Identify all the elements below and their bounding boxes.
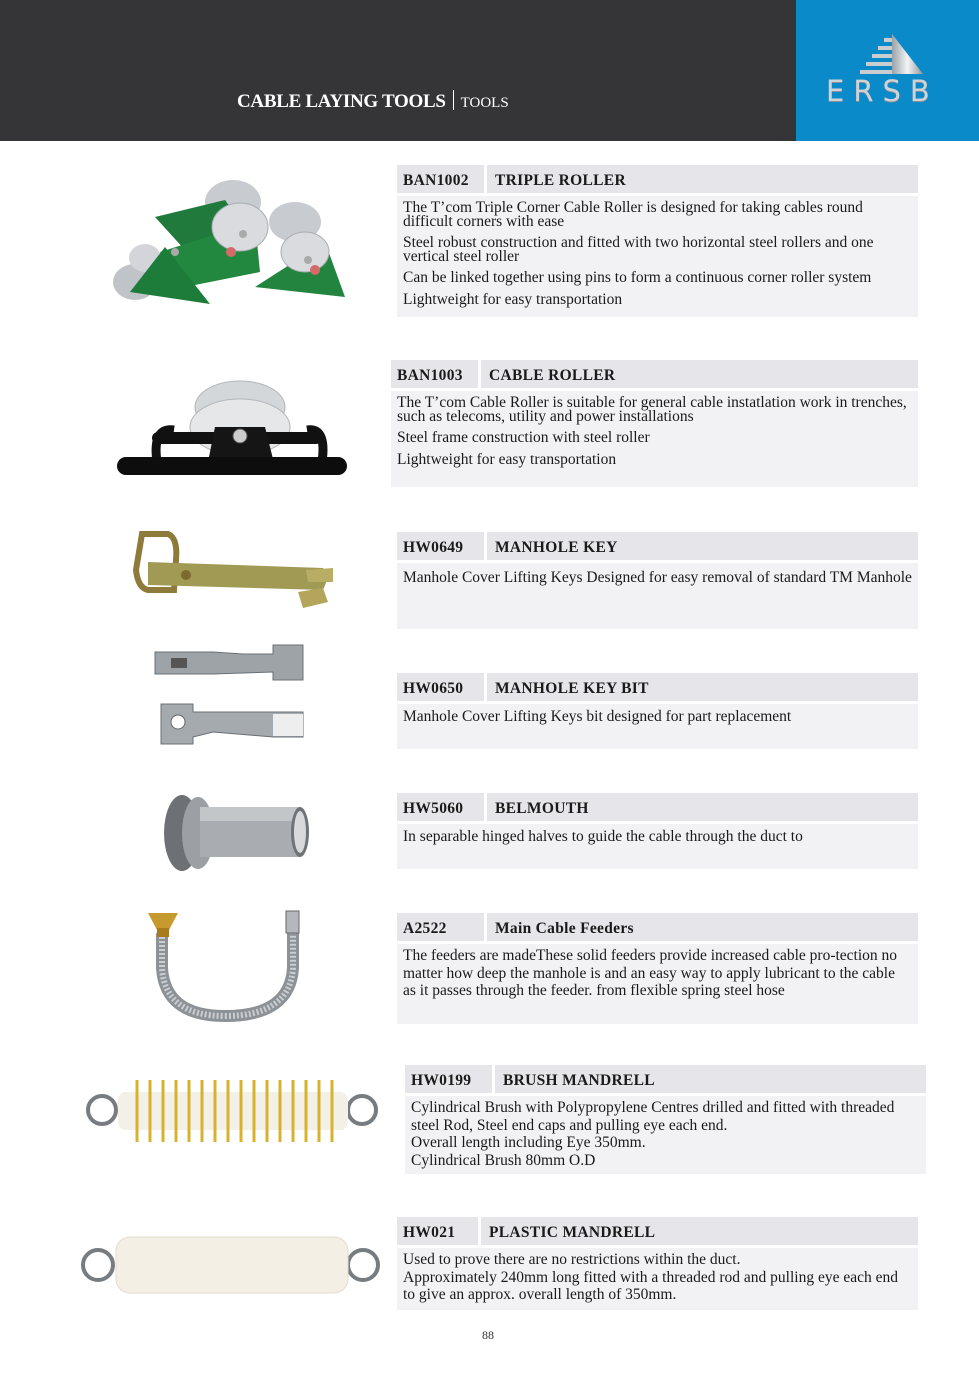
triple-roller-image [105, 172, 370, 307]
belmouth-image [160, 793, 310, 873]
product-header [397, 1217, 918, 1248]
product-name: TRIPLE ROLLER [495, 172, 626, 189]
description-line: Overall length including Eye 350mm. [411, 1134, 646, 1151]
product-name: MANHOLE KEY BIT [495, 680, 649, 697]
product-header [397, 793, 918, 824]
product-description [397, 824, 918, 869]
description-line: The T’com Triple Corner Cable Roller is designed for taking cables round difficult corners with ease [403, 199, 863, 230]
section-title [237, 90, 509, 113]
description-line: Steel robust construction and fitted with two horizontal steel rollers and one vertical steel roller [403, 234, 874, 265]
product-description [397, 944, 918, 1024]
product-hw0649 [397, 532, 918, 629]
description-line: The feeders are madeThese solid feeders provide increased cable pro-tection no matter how deep the manhole is and an easy way to apply lubricant to the cable as it passes through the feeder. from flexible spring steel hose [403, 947, 898, 999]
page-number: 88 [482, 1328, 494, 1342]
brush-mandrell-image [82, 1078, 382, 1150]
product-hw021 [397, 1217, 918, 1310]
product-description [397, 704, 918, 749]
description-line: The T’com Cable Roller is suitable for general cable instatlation work in trenches, such as telecoms, utility and power installations [397, 394, 907, 425]
product-code: HW0199 [405, 1065, 495, 1093]
product-header [397, 532, 918, 563]
product-description [391, 391, 918, 487]
section-subtitle: TOOLS [460, 95, 509, 111]
product-header [397, 673, 918, 704]
product-name: MANHOLE KEY [495, 539, 618, 556]
product-code: BAN1003 [391, 360, 481, 388]
description-line: Manhole Cover Lifting Keys bit designed for part replacement [403, 708, 792, 725]
product-hw0650 [397, 673, 918, 749]
product-description [405, 1096, 926, 1174]
product-description [397, 1248, 918, 1310]
product-header [405, 1065, 926, 1096]
manhole-key-bit-image [153, 642, 308, 747]
product-header [397, 165, 918, 196]
product-code: HW0650 [397, 673, 487, 701]
product-hw5060 [397, 793, 918, 869]
product-code: HW0649 [397, 532, 487, 560]
product-code: HW5060 [397, 793, 487, 821]
description-line: Cylindrical Brush 80mm O.D [411, 1151, 596, 1169]
product-name: CABLE ROLLER [489, 367, 616, 384]
product-description [397, 196, 918, 317]
product-code: A2522 [397, 913, 487, 941]
title-divider [453, 90, 454, 110]
description-line: Approximately 240mm long fitted with a threaded rod and pulling eye each end to give an approx. overall length of 350mm. [403, 1268, 899, 1303]
product-header [397, 913, 918, 944]
product-code: HW021 [397, 1217, 481, 1245]
product-name: Main Cable Feeders [495, 920, 634, 937]
product-name: BRUSH MANDRELL [503, 1072, 655, 1089]
cable-roller-image [112, 372, 352, 482]
section-title-main: CABLE LAYING TOOLS [237, 91, 446, 112]
description-line: Lightweight for easy transportation [397, 450, 617, 468]
plastic-mandrell-image [78, 1235, 383, 1295]
product-ban1002 [397, 165, 918, 317]
product-a2522 [397, 913, 918, 1024]
product-description [397, 563, 918, 629]
product-code: BAN1002 [397, 165, 487, 193]
description-line: In separable hinged halves to guide the cable through the duct to [403, 828, 803, 845]
product-hw0199 [405, 1065, 926, 1174]
ersb-logo [796, 0, 979, 141]
description-line: Cylindrical Brush with Polypropylene Centres drilled and fitted with threaded steel Rod, Steel end caps and pulling eye each end. [411, 1099, 895, 1134]
description-line: Can be linked together using pins to form a continuous corner roller system [403, 269, 872, 286]
logo-text: ERSB [826, 74, 939, 108]
product-header [391, 360, 918, 391]
description-line: Lightweight for easy transportation [403, 290, 623, 308]
description-line: Steel frame construction with steel roller [397, 429, 650, 446]
cable-feeder-image [145, 908, 310, 1023]
description-line: Manhole Cover Lifting Keys Designed for easy removal of standard TM Manhole [403, 569, 912, 586]
product-name: BELMOUTH [495, 800, 589, 817]
description-line: Used to prove there are no restrictions within the duct. [403, 1251, 741, 1268]
product-ban1003 [391, 360, 918, 487]
manhole-key-image [128, 530, 333, 612]
triangle-stripes-logo-icon [824, 30, 954, 76]
product-name: PLASTIC MANDRELL [489, 1224, 656, 1241]
